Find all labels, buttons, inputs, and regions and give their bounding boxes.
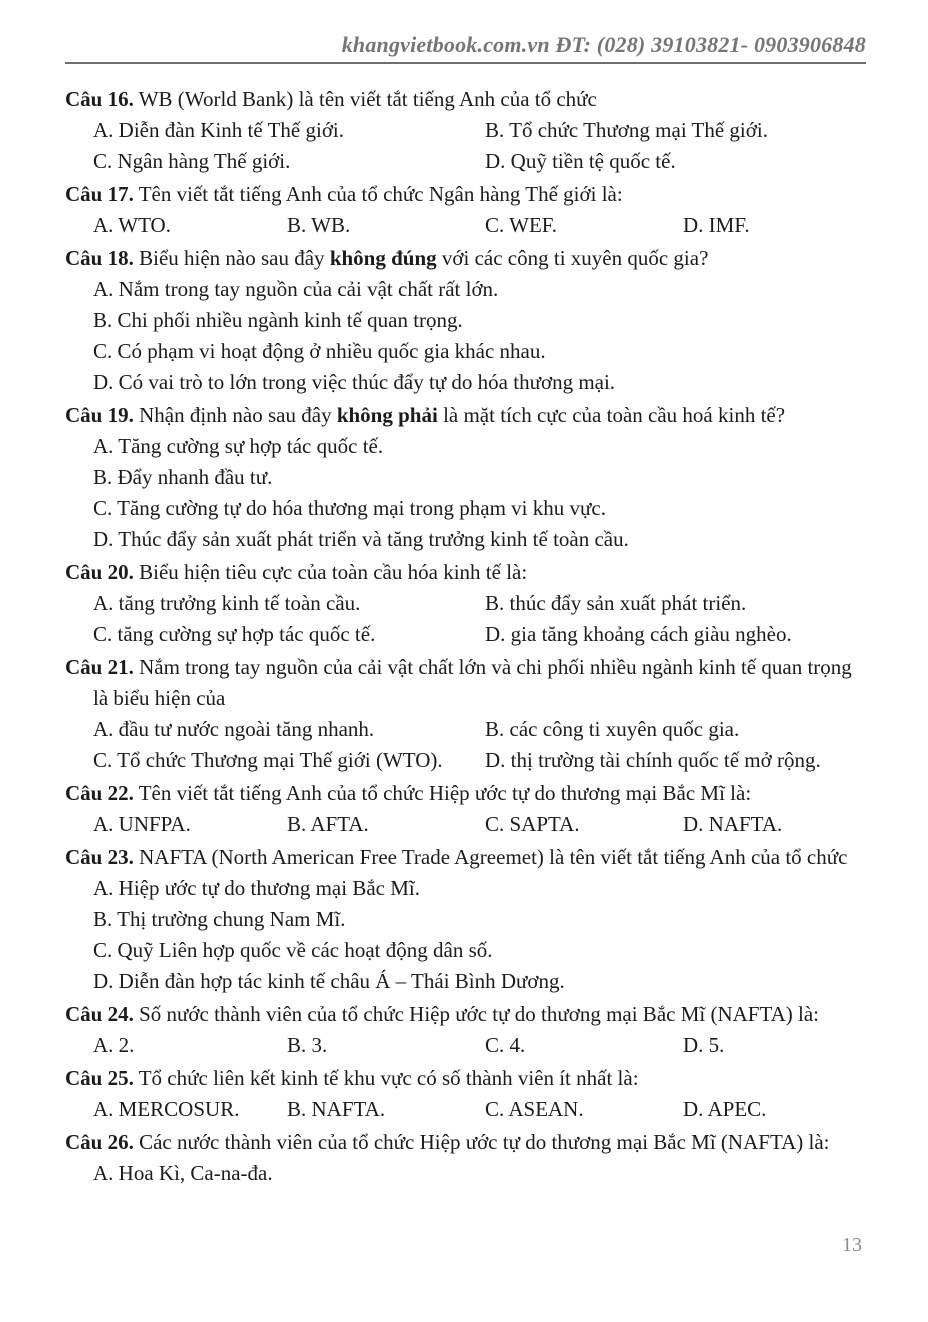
question-block	[65, 179, 866, 241]
answer-option: A. MERCOSUR.	[93, 1097, 240, 1121]
question-stem	[65, 179, 866, 210]
stem-text: WB (World Bank) là tên viết tắt tiếng Anh của tổ chức	[138, 87, 597, 111]
answer-option: A. Hoa Kì, Ca-na-đa.	[93, 1161, 273, 1185]
answer-option: B. NAFTA.	[287, 1097, 386, 1121]
question-number: Câu 25.	[65, 1066, 134, 1090]
question-number: Câu 20.	[65, 560, 134, 584]
options-group	[93, 210, 866, 241]
answer-option: C. ASEAN.	[485, 1097, 584, 1121]
stem-text: với các công ti xuyên quốc gia?	[436, 246, 709, 270]
answer-option: A. 2.	[93, 1033, 135, 1057]
answer-option: C. WEF.	[485, 213, 558, 237]
question-block	[65, 999, 866, 1061]
question-block	[65, 243, 866, 398]
stem-text: Nhận định nào sau đây	[139, 403, 337, 427]
question-number: Câu 24.	[65, 1002, 134, 1026]
options-group	[93, 1158, 866, 1189]
stem-text: Các nước thành viên của tổ chức Hiệp ước tự do thương mại Bắc Mĩ (NAFTA) là:	[139, 1130, 830, 1154]
question-number: Câu 23.	[65, 845, 134, 869]
options-group	[93, 274, 866, 398]
answer-option: D. gia tăng khoảng cách giàu nghèo.	[485, 622, 792, 646]
answer-option: D. NAFTA.	[683, 812, 783, 836]
answer-option: B. Thị trường chung Nam Mĩ.	[93, 907, 346, 931]
answer-option: A. UNFPA.	[93, 812, 191, 836]
answer-option: B. 3.	[287, 1033, 328, 1057]
answer-option: D. APEC.	[683, 1097, 767, 1121]
stem-text: Nắm trong tay nguồn của cải vật chất lớn và chi phối nhiều ngành kinh tế quan trọng là biểu hiện của	[93, 655, 852, 710]
question-number: Câu 19.	[65, 403, 134, 427]
answer-option: C. 4.	[485, 1033, 526, 1057]
answer-option: A. Nắm trong tay nguồn của cải vật chất rất lớn.	[93, 277, 499, 301]
options-group	[93, 431, 866, 555]
answer-option: B. các công ti xuyên quốc gia.	[485, 717, 740, 741]
options-group	[93, 1030, 866, 1061]
question-stem	[65, 1063, 866, 1094]
options-group	[93, 873, 866, 997]
answer-option: D. thị trường tài chính quốc tế mở rộng.	[485, 748, 821, 772]
question-number: Câu 17.	[65, 182, 134, 206]
question-block	[65, 778, 866, 840]
answer-option: C. tăng cường sự hợp tác quốc tế.	[93, 622, 376, 646]
options-group	[93, 588, 866, 650]
answer-option: D. 5.	[683, 1033, 725, 1057]
question-number: Câu 26.	[65, 1130, 134, 1154]
stem-text: Tổ chức liên kết kinh tế khu vực có số thành viên ít nhất là:	[138, 1066, 639, 1090]
stem-text: Tên viết tắt tiếng Anh của tổ chức Hiệp ước tự do thương mại Bắc Mĩ là:	[138, 781, 752, 805]
question-stem	[65, 778, 866, 809]
answer-option: C. Tăng cường tự do hóa thương mại trong phạm vi khu vực.	[93, 496, 606, 520]
question-stem	[65, 652, 866, 714]
answer-option: A. tăng trưởng kinh tế toàn cầu.	[93, 591, 361, 615]
answer-option: D. Thúc đẩy sản xuất phát triển và tăng trưởng kinh tế toàn cầu.	[93, 527, 629, 551]
answer-option: B. Đẩy nhanh đầu tư.	[93, 465, 273, 489]
stem-text: Tên viết tắt tiếng Anh của tổ chức Ngân hàng Thế giới là:	[138, 182, 623, 206]
question-stem	[65, 84, 866, 115]
answer-option: B. Chi phối nhiều ngành kinh tế quan trọng.	[93, 308, 463, 332]
options-group	[93, 1094, 866, 1125]
stem-emphasis-text: không phải	[336, 403, 438, 427]
answer-option: B. Tổ chức Thương mại Thế giới.	[485, 118, 768, 142]
question-number: Câu 21.	[65, 655, 134, 679]
answer-option: C. Quỹ Liên hợp quốc về các hoạt động dân số.	[93, 938, 493, 962]
question-block	[65, 652, 866, 776]
question-stem	[65, 999, 866, 1030]
stem-text: NAFTA (North American Free Trade Agreemet) là tên viết tắt tiếng Anh của tổ chức	[139, 845, 848, 869]
stem-text: Biểu hiện nào sau đây	[139, 246, 330, 270]
answer-option: D. Quỹ tiền tệ quốc tế.	[485, 149, 676, 173]
answer-option: A. Diễn đàn Kinh tế Thế giới.	[93, 118, 345, 142]
page-number: 13	[842, 1234, 862, 1256]
options-group	[93, 809, 866, 840]
question-block	[65, 557, 866, 650]
header-site-info: khangvietbook.com.vn ĐT: (028) 39103821- 0903906848	[341, 32, 866, 57]
question-block	[65, 1063, 866, 1125]
options-group	[93, 115, 866, 177]
question-stem	[65, 842, 866, 873]
question-number: Câu 16.	[65, 87, 134, 111]
question-number: Câu 22.	[65, 781, 134, 805]
answer-option: A. đầu tư nước ngoài tăng nhanh.	[93, 717, 375, 741]
answer-option: C. Có phạm vi hoạt động ở nhiều quốc gia khác nhau.	[93, 339, 546, 363]
question-block	[65, 1127, 866, 1189]
answer-option: C. Ngân hàng Thế giới.	[93, 149, 291, 173]
answer-option: D. Diễn đàn hợp tác kinh tế châu Á – Thái Bình Dương.	[93, 969, 565, 993]
question-stem	[65, 243, 866, 274]
options-group	[93, 714, 866, 776]
answer-option: A. Hiệp ước tự do thương mại Bắc Mĩ.	[93, 876, 420, 900]
answer-option: A. Tăng cường sự hợp tác quốc tế.	[93, 434, 384, 458]
stem-text: Số nước thành viên của tổ chức Hiệp ước tự do thương mại Bắc Mĩ (NAFTA) là:	[139, 1002, 820, 1026]
page-header	[65, 0, 866, 64]
question-stem	[65, 1127, 866, 1158]
question-stem	[65, 400, 866, 431]
question-block	[65, 842, 866, 997]
stem-emphasis-text: không đúng	[329, 246, 437, 270]
page-footer	[842, 1234, 862, 1257]
stem-text: Biểu hiện tiêu cực của toàn cầu hóa kinh tế là:	[139, 560, 528, 584]
answer-option: B. WB.	[287, 213, 351, 237]
question-stem	[65, 557, 866, 588]
answer-option: C. Tổ chức Thương mại Thế giới (WTO).	[93, 748, 443, 772]
answer-option: B. thúc đẩy sản xuất phát triển.	[485, 591, 747, 615]
answer-option: C. SAPTA.	[485, 812, 580, 836]
answer-option: D. IMF.	[683, 213, 750, 237]
questions-list	[65, 84, 866, 1189]
stem-text: là mặt tích cực của toàn cầu hoá kinh tế?	[437, 403, 786, 427]
answer-option: D. Có vai trò to lớn trong việc thúc đẩy tự do hóa thương mại.	[93, 370, 616, 394]
answer-option: A. WTO.	[93, 213, 171, 237]
question-block	[65, 400, 866, 555]
question-block	[65, 84, 866, 177]
answer-option: B. AFTA.	[287, 812, 369, 836]
question-number: Câu 18.	[65, 246, 134, 270]
